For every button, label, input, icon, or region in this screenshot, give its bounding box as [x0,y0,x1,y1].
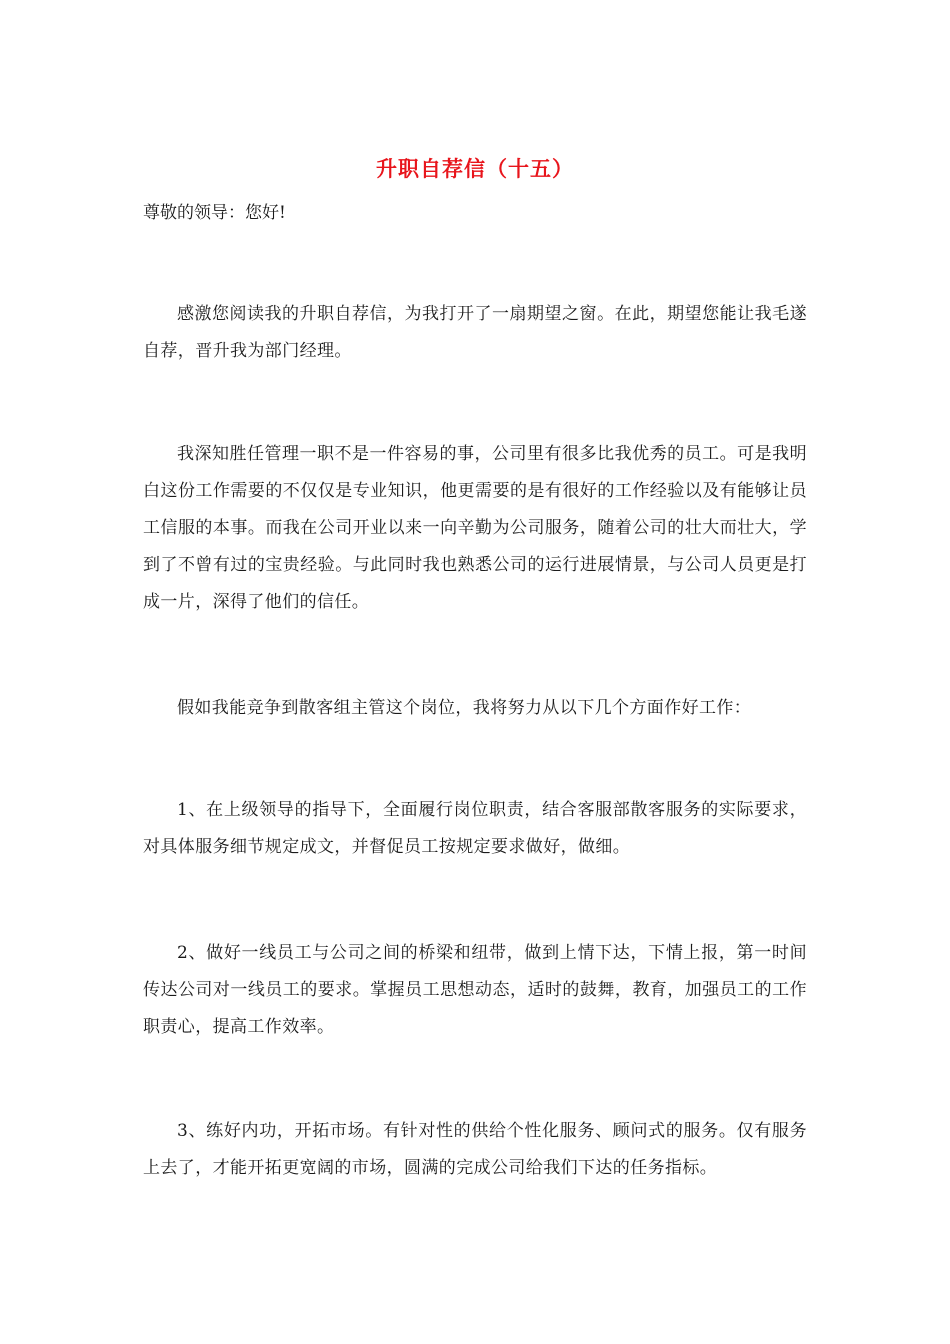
paragraph-plan-intro: 假如我能竞争到散客组主管这个岗位，我将努力从以下几个方面作好工作： [177,698,752,718]
paragraph-intro: 感激您阅读我的升职自荐信，为我打开了一扇期望之窗。在此，期望您能让我毛遂自荐，晋升我为部门经理。 [143,304,807,361]
paragraph-point-3: 3、练好内功，开拓市场。有针对性的供给个性化服务、顾问式的服务。仅有服务上去了，才能开拓更宽阔的市场，圆满的完成公司给我们下达的任务指标。 [143,1121,807,1178]
greeting-line: 尊敬的领导：您好! [143,203,286,223]
paragraph-point-2: 2、做好一线员工与公司之间的桥梁和纽带，做到上情下达，下情上报，第一时间传达公司对一线员工的要求。掌握员工思想动态，适时的鼓舞，教育，加强员工的工作职责心，提高工作效率。 [143,943,807,1037]
document-title: 升职自荐信（十五） [376,156,574,181]
paragraph-qualifications: 我深知胜任管理一职不是一件容易的事，公司里有很多比我优秀的员工。可是我明白这份工作需要的不仅仅是专业知识，他更需要的是有很好的工作经验以及有能够让员工信服的本事。而我在公司开业以来一向辛勤为公司服务，随着公司的壮大而壮大，学到了不曾有过的宝贵经验。与此同时我也熟悉公司的运行进展情景，与公司人员更是打成一片，深得了他们的信任。 [143,444,807,612]
paragraph-point-1: 1、在上级领导的指导下，全面履行岗位职责，结合客服部散客服务的实际要求，对具体服务细节规定成文，并督促员工按规定要求做好，做细。 [143,800,807,857]
